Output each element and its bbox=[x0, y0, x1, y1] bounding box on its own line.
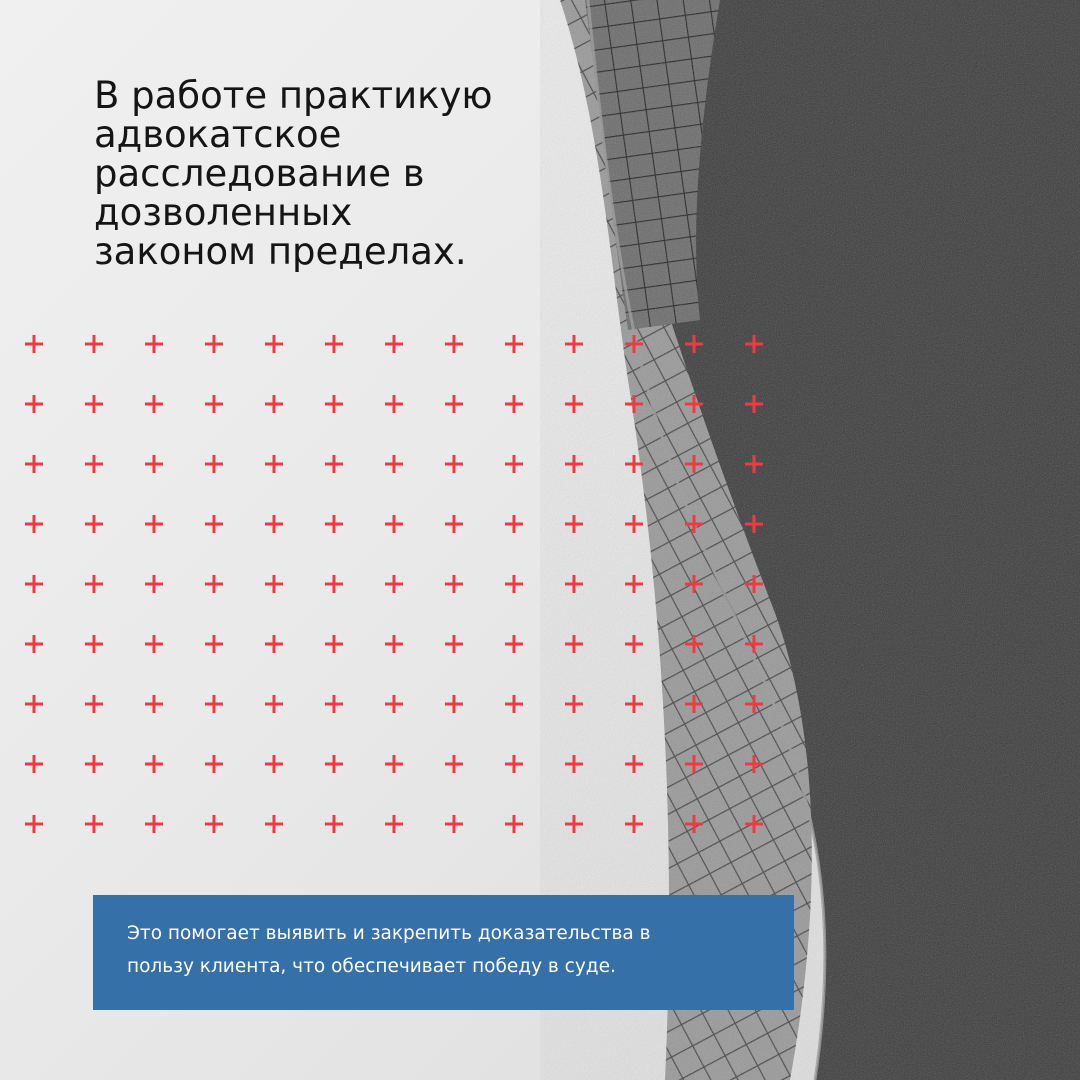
caption-text: Это помогает выявить и закрепить доказательства в пользу клиента, что обеспечивает победу в суде. bbox=[127, 923, 651, 977]
headline: В работе практикую адвокатское расследование в дозволенных законом пределах. bbox=[94, 74, 493, 273]
caption-box bbox=[93, 895, 794, 1010]
